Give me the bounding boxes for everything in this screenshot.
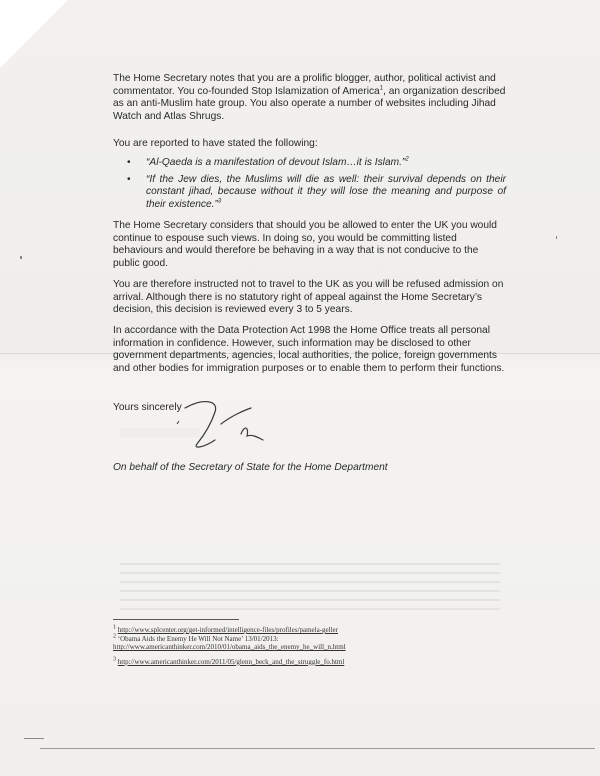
folded-corner xyxy=(0,0,68,68)
bullet-icon: • xyxy=(127,157,131,168)
quote-item: • “Al-Qaeda is a manifestation of devout Islam…it is Islam.”$^2$ xyxy=(127,156,409,168)
footnote-2-url: http://www.americanthinker.com/2010/01/obama_aids_the_enemy_he_will_n.html xyxy=(113,643,346,652)
quote-list xyxy=(113,157,506,215)
footnote-3: $^3$ http://www.americanthinker.com/2011/05/glenn_beck_and_the_struggle_fo.html xyxy=(113,656,345,666)
paragraph-reported: You are reported to have stated the following: xyxy=(113,138,318,149)
paragraph-data-protection: In accordance with the Data Protection Act 1998 the Home Office treats all personal information in confidence. However, such information may be disclosed to other government departments, agencies, local authorities, the police, foreign governments and other bodies for immigration purposes or to enable them to perform their functions. xyxy=(113,325,505,374)
bullet-icon: • xyxy=(127,173,131,185)
paragraph-intro: The Home Secretary notes that you are a prolific blogger, author, political activist and commentator. You co-founded Stop Islamization of America$^1$, an organization described as an anti-Muslim hate group. You also operate a number of websites including Jihad Watch and Atlas Shrugs. xyxy=(113,73,506,122)
paragraph-instruction: You are therefore instructed not to travel to the UK as you will be refused admission on arrival. Although there is no statutory right of appeal against the Home Secretary’s decision, this decision is reviewed every 3 to 5 years. xyxy=(113,279,504,316)
footnote-2: $^2$ ‘Obama Aids the Enemy He Will Not Name’ 13/01/2013: xyxy=(113,633,279,643)
scan-mark xyxy=(24,738,44,739)
signature-image xyxy=(175,394,285,454)
show-through-lines xyxy=(120,556,500,616)
on-behalf-line: On behalf of the Secretary of State for the Home Department xyxy=(113,462,388,473)
paragraph-considers: The Home Secretary considers that should you be allowed to enter the UK you would continue to espouse such views. In doing so, you would be committing listed behaviours and would therefore be behaving in a way that is not conducive to the public good. xyxy=(113,220,497,269)
scan-speck xyxy=(20,256,22,259)
scan-edge-line xyxy=(40,748,595,749)
show-through-text: ░░░░░░░░░░░░░░ xyxy=(120,428,200,437)
footnote-1: $^1$ http://www.splcenter.org/get-informed/intelligence-files/profiles/pamela-geller xyxy=(113,624,338,634)
scan-speck xyxy=(556,236,557,239)
footnotes xyxy=(113,626,346,666)
closing-salutation: Yours sincerely xyxy=(113,402,182,413)
footnote-divider xyxy=(113,619,239,620)
quote-item: • “If the Jew dies, the Muslims will die as well: their survival depends on their constant jihad, because without it they will lose the meaning and purpose of their existence.”$^3$ xyxy=(127,173,506,210)
